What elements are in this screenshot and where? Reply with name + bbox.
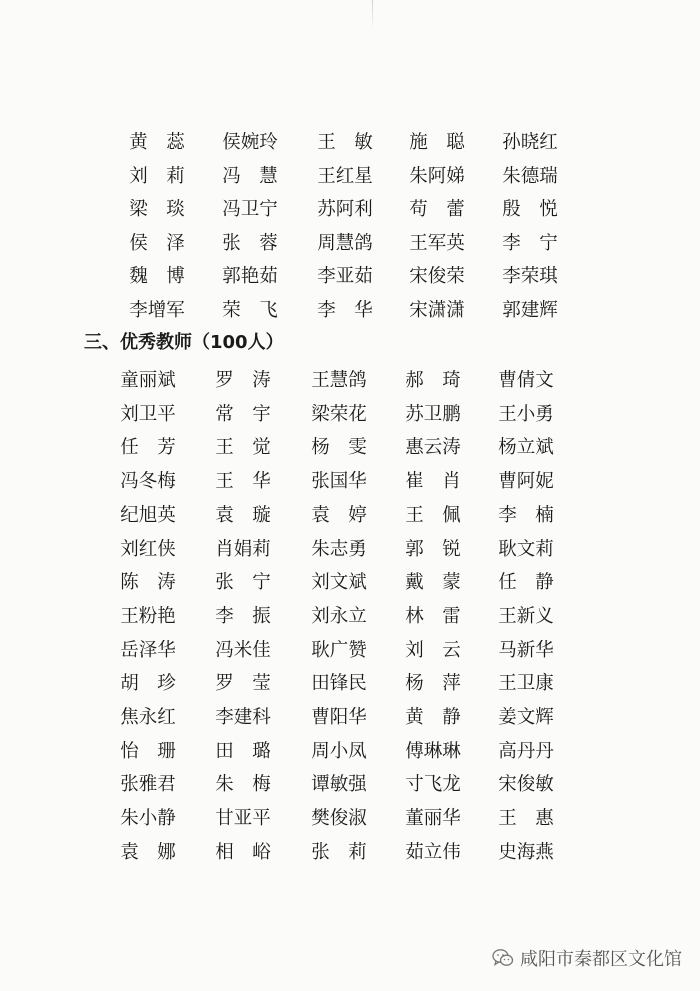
name-cell: 苏阿利 xyxy=(317,199,373,221)
name-row xyxy=(0,770,700,800)
name-cell: 樊俊淑 xyxy=(311,808,367,830)
name-cell: 荣 飞 xyxy=(222,300,278,321)
name-cell: 袁 璇 xyxy=(215,504,271,526)
name-cell: 戴 蒙 xyxy=(405,572,461,594)
name-cell: 董丽华 xyxy=(405,808,461,830)
name-cell: 李建科 xyxy=(215,707,271,728)
name-cell: 郭 锐 xyxy=(405,538,461,560)
name-cell: 周小凤 xyxy=(311,740,367,762)
name-row xyxy=(0,296,700,326)
name-row xyxy=(0,433,700,463)
name-cell: 梁 琰 xyxy=(129,199,185,221)
name-cell: 李 华 xyxy=(317,300,373,321)
name-cell: 宋潇潇 xyxy=(409,300,465,321)
name-row xyxy=(0,262,700,292)
name-row xyxy=(0,400,700,430)
name-row xyxy=(0,636,700,666)
name-cell: 王红星 xyxy=(317,165,373,187)
page-fold-line xyxy=(372,0,373,30)
name-cell: 耿文莉 xyxy=(498,538,554,560)
name-cell: 宋俊荣 xyxy=(409,266,465,288)
name-cell: 焦永红 xyxy=(120,707,176,728)
name-cell: 张雅君 xyxy=(120,774,176,796)
name-cell: 谭敏强 xyxy=(311,774,367,796)
name-cell: 刘永立 xyxy=(311,605,367,627)
name-cell: 岳泽华 xyxy=(120,639,176,661)
name-cell: 梁荣花 xyxy=(311,403,367,425)
name-cell: 肖娟莉 xyxy=(215,538,271,560)
name-cell: 宋俊敏 xyxy=(498,774,554,796)
name-cell: 殷 悦 xyxy=(502,199,558,221)
name-cell: 怡 珊 xyxy=(120,740,176,762)
name-row xyxy=(0,703,700,733)
name-cell: 苏卫鹏 xyxy=(405,403,461,425)
name-cell: 杨立斌 xyxy=(498,437,554,459)
name-cell: 孙晓红 xyxy=(502,132,558,153)
name-cell: 马新华 xyxy=(498,639,554,661)
name-cell: 王卫康 xyxy=(498,673,554,695)
name-cell: 郭艳茹 xyxy=(222,266,278,288)
name-cell: 王粉艳 xyxy=(120,605,176,627)
name-cell: 侯 泽 xyxy=(129,232,185,254)
name-row xyxy=(0,501,700,531)
watermark xyxy=(492,945,682,971)
name-cell: 刘红侠 xyxy=(120,538,176,560)
name-row xyxy=(0,229,700,259)
name-cell: 姜文辉 xyxy=(498,707,554,728)
name-cell: 罗 涛 xyxy=(215,370,271,391)
name-row xyxy=(0,535,700,565)
name-cell: 田 璐 xyxy=(215,740,271,762)
name-cell: 陈 涛 xyxy=(120,572,176,594)
name-cell: 刘 云 xyxy=(405,639,461,661)
name-cell: 李 宁 xyxy=(502,232,558,254)
name-cell: 侯婉玲 xyxy=(222,132,278,153)
name-cell: 王 惠 xyxy=(498,808,554,830)
name-cell: 冯卫宁 xyxy=(222,199,278,221)
name-cell: 杨 萍 xyxy=(405,673,461,695)
name-cell: 高丹丹 xyxy=(498,740,554,762)
name-cell: 刘文斌 xyxy=(311,572,367,594)
name-cell: 冯冬梅 xyxy=(120,471,176,493)
name-cell: 杨 雯 xyxy=(311,437,367,459)
section-heading: 三、优秀教师（100人） xyxy=(84,332,284,353)
name-cell: 田锋民 xyxy=(311,673,367,695)
name-cell: 童丽斌 xyxy=(120,370,176,391)
name-row xyxy=(0,737,700,767)
name-row xyxy=(0,669,700,699)
name-cell: 李 楠 xyxy=(498,504,554,526)
name-cell: 李增军 xyxy=(129,300,185,321)
name-cell: 周慧鸽 xyxy=(317,232,373,254)
name-cell: 李亚茹 xyxy=(317,266,373,288)
name-cell: 王 华 xyxy=(215,471,271,493)
name-cell: 任 静 xyxy=(498,572,554,594)
name-row xyxy=(0,366,700,396)
watermark-text: 咸阳市秦都区文化馆 xyxy=(520,949,682,970)
name-cell: 冯米佳 xyxy=(215,639,271,661)
name-cell: 曹阿妮 xyxy=(498,471,554,493)
wechat-icon xyxy=(492,948,514,968)
name-cell: 张 蓉 xyxy=(222,232,278,254)
name-cell: 林 雷 xyxy=(405,605,461,627)
name-cell: 王慧鸽 xyxy=(311,370,367,391)
name-cell: 王新义 xyxy=(498,605,554,627)
name-cell: 王 佩 xyxy=(405,504,461,526)
name-cell: 崔 肖 xyxy=(405,471,461,493)
name-cell: 刘卫平 xyxy=(120,403,176,425)
name-cell: 袁 婷 xyxy=(311,504,367,526)
name-cell: 张国华 xyxy=(311,471,367,493)
name-cell: 甘亚平 xyxy=(215,808,271,830)
name-cell: 朱志勇 xyxy=(311,538,367,560)
name-row xyxy=(0,568,700,598)
name-cell: 耿广赞 xyxy=(311,639,367,661)
name-row xyxy=(0,804,700,834)
name-cell: 傅琳琳 xyxy=(405,740,461,762)
name-cell: 袁 娜 xyxy=(120,841,176,863)
name-cell: 郝 琦 xyxy=(405,370,461,391)
name-cell: 张 莉 xyxy=(311,841,367,863)
name-row xyxy=(0,162,700,192)
name-cell: 王 觉 xyxy=(215,437,271,459)
name-cell: 魏 博 xyxy=(129,266,185,288)
name-cell: 朱德瑞 xyxy=(502,165,558,187)
name-row xyxy=(0,602,700,632)
name-cell: 胡 珍 xyxy=(120,673,176,695)
name-cell: 王小勇 xyxy=(498,403,554,425)
name-row xyxy=(0,467,700,497)
name-cell: 施 聪 xyxy=(409,132,465,153)
name-cell: 茹立伟 xyxy=(405,841,461,863)
name-cell: 王 敏 xyxy=(317,132,373,153)
name-cell: 相 峪 xyxy=(215,841,271,863)
name-cell: 王军英 xyxy=(409,232,465,254)
name-cell: 纪旭英 xyxy=(120,504,176,526)
name-cell: 曹倩文 xyxy=(498,370,554,391)
name-cell: 李 振 xyxy=(215,605,271,627)
name-cell: 张 宁 xyxy=(215,572,271,594)
name-cell: 朱阿娣 xyxy=(409,165,465,187)
name-cell: 朱小静 xyxy=(120,808,176,830)
name-cell: 刘 莉 xyxy=(129,165,185,187)
name-cell: 常 宇 xyxy=(215,403,271,425)
name-cell: 黄 蕊 xyxy=(129,132,185,153)
name-cell: 史海燕 xyxy=(498,841,554,863)
name-cell: 罗 莹 xyxy=(215,673,271,695)
name-cell: 郭建辉 xyxy=(502,300,558,321)
name-row xyxy=(0,128,700,158)
name-cell: 惠云涛 xyxy=(405,437,461,459)
name-cell: 曹阳华 xyxy=(311,707,367,728)
name-cell: 朱 梅 xyxy=(215,774,271,796)
name-row xyxy=(0,838,700,868)
name-cell: 李荣琪 xyxy=(502,266,558,288)
name-row xyxy=(0,195,700,225)
name-cell: 冯 慧 xyxy=(222,165,278,187)
name-cell: 苟 蕾 xyxy=(409,199,465,221)
name-cell: 黄 静 xyxy=(405,707,461,728)
name-cell: 任 芳 xyxy=(120,437,176,459)
name-cell: 寸飞龙 xyxy=(405,774,461,796)
